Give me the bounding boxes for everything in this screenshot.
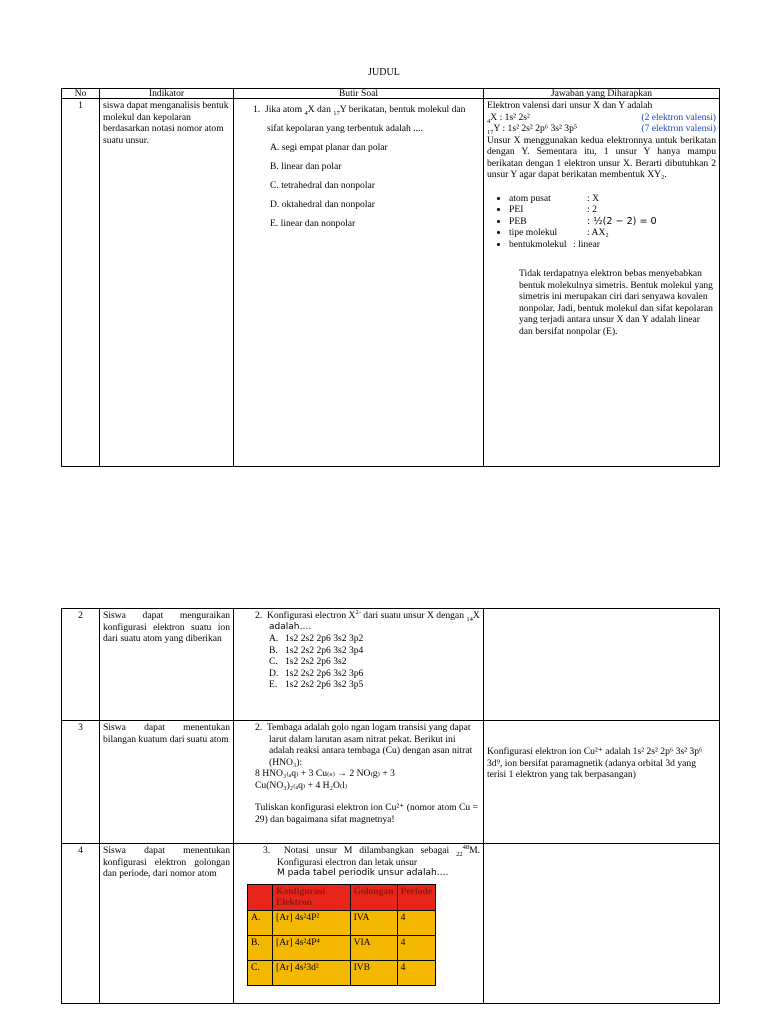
equation-line-2: Cu(NO₃)₂₍ₐq₎ + 4 H₂O₍l₎ bbox=[255, 779, 348, 791]
question-cell bbox=[234, 609, 484, 721]
mass-number: 48 bbox=[462, 843, 470, 851]
option-a bbox=[251, 633, 480, 645]
answer-conclusion: Tidak terdapatnya elektron bebas menyebabkan bentuk molekulnya simetris. Bentuk molekul yang simetris ini merupakan ciri dari senyawa kovalen nonpolar. Jadi, bentuk molekul dan sifat kepolaran yang terjadi antara unsur X dan Y adalah linear dan bersifat nonpolar (E). bbox=[519, 268, 713, 337]
question-table-page-2 bbox=[61, 608, 720, 1004]
option-text: 1s2 2s2 2p6 3s2 bbox=[285, 656, 347, 667]
question-tail: Tuliskan konfigurasi elektron ion Cu²⁺ (nomor atom Cu = 29) dan bagaimana sifat magnetnya! bbox=[255, 802, 478, 825]
header-golongan: Golongan bbox=[350, 884, 397, 910]
answer-options-table bbox=[247, 884, 436, 986]
header-butir-soal: Butir Soal bbox=[234, 89, 484, 99]
option-text: 1s2 2s2 2p6 3s2 3p4 bbox=[285, 644, 364, 656]
table-row bbox=[248, 935, 436, 960]
list-item bbox=[509, 239, 716, 251]
config-x: X : 1s² 2s² bbox=[490, 111, 530, 123]
config-y-prefix: 17 bbox=[487, 128, 494, 136]
question-text-a: Konfigurasi electron X bbox=[267, 610, 356, 621]
indikator-cell: siswa dapat menganalisis bentuk molekul dan kepolaran berdasarkan notasi nomor atom suatu unsur. bbox=[100, 99, 234, 467]
indikator-cell: Siswa dapat menguraikan konfigurasi elektron suatu ion dari suatu atom yang diberikan bbox=[100, 609, 234, 721]
option-b bbox=[251, 645, 480, 657]
list-item bbox=[509, 204, 716, 216]
config-y-line bbox=[487, 123, 716, 135]
row-number: 3 bbox=[62, 721, 100, 844]
question-number: 3. bbox=[263, 845, 271, 856]
option-letter: D. bbox=[269, 667, 279, 679]
header-no: No bbox=[62, 89, 100, 99]
option-text: 1s2 2s2 2p6 3s2 3p6 bbox=[285, 667, 364, 679]
config-y: Y : 1s² 2s² 2p⁶ 3s² 3p⁵ bbox=[493, 123, 578, 134]
header-indikator: Indikator bbox=[100, 89, 234, 99]
option-konfigurasi: [Ar] 4s²3d² bbox=[273, 960, 351, 985]
option-letter: C. bbox=[269, 656, 278, 667]
answer-text: Konfigurasi elektron ion Cu²⁺ adalah 1s² 2s² 2p⁶ 3s² 3p⁶ 3d⁹, ion bersifat paramagnetik (adanya orbital 3d yang terisi 1 elektron yang tak berpasangan) bbox=[487, 746, 703, 780]
option-letter: A. bbox=[248, 910, 273, 935]
answer-explanation: Unsur X menggunakan kedua elektronnya untuk berikatan dengan Y. Sementara itu, 1 unsur Y hanya mampu berikatan dengan 1 elektron unsur X. Berarti dibutuhkan 2 unsur Y agar dapat berikatan membentuk XY₂. bbox=[487, 134, 716, 180]
indikator-cell: Siswa dapat menentukan konfigurasi elektron golongan dan periode, dari nomor atom bbox=[100, 844, 234, 1004]
table-row-2 bbox=[62, 609, 720, 721]
option-c: C. tetrahedral dan nonpolar bbox=[270, 180, 375, 191]
table-row-1 bbox=[62, 99, 720, 467]
table-row-4 bbox=[62, 844, 720, 1004]
question-text: Tembaga adalah golo ngan logam transisi yang dapat larut dalam larutan asam nitrat pekat. Berikut ini adalah reaksi antara tembaga (Cu) dengan asan nitrat (HNO₃): bbox=[266, 722, 473, 768]
option-letter: A. bbox=[269, 633, 279, 644]
question-number: 2. bbox=[255, 610, 263, 621]
option-periode: 4 bbox=[397, 910, 435, 935]
option-periode: 4 bbox=[397, 960, 435, 985]
property-value: : AX₂ bbox=[587, 227, 609, 238]
question-cell bbox=[234, 844, 484, 1004]
property-label: tipe molekul bbox=[509, 227, 558, 238]
question-cell bbox=[234, 721, 484, 844]
property-label: PEI bbox=[509, 204, 524, 215]
option-konfigurasi: [Ar] 4s²4P² bbox=[273, 910, 351, 935]
atomic-number-x: 4 bbox=[304, 109, 308, 117]
option-golongan: IVA bbox=[350, 910, 397, 935]
row-number: 4 bbox=[62, 844, 100, 1004]
indikator-cell: Siswa dapat menentukan bilangan kuatum dari suatu atom bbox=[100, 721, 234, 844]
property-value: : X bbox=[587, 192, 599, 204]
option-golongan: VIA bbox=[350, 935, 397, 960]
table-row bbox=[248, 910, 436, 935]
option-periode: 4 bbox=[397, 935, 435, 960]
table-row bbox=[248, 960, 436, 985]
row-number: 1 bbox=[62, 99, 100, 467]
list-item bbox=[509, 227, 716, 239]
header-jawaban: Jawaban yang Diharapkan bbox=[484, 89, 720, 99]
option-golongan: IVB bbox=[350, 960, 397, 985]
property-label: bentukmolekul bbox=[509, 238, 567, 250]
question-text-d: adalah…. bbox=[269, 621, 312, 632]
config-x-line bbox=[487, 112, 716, 124]
config-x-prefix: 4 bbox=[487, 117, 491, 125]
list-item bbox=[509, 216, 716, 228]
option-text: 1s2 2s2 2p6 3s2 3p2 bbox=[285, 633, 364, 644]
question-cell bbox=[234, 99, 484, 467]
property-value: : ½(2 − 2) = 0 bbox=[587, 215, 657, 227]
atomic-number-y: 17 bbox=[333, 109, 340, 117]
answer-intro: Elektron valensi dari unsur X dan Y adalah bbox=[487, 100, 653, 111]
answer-cell bbox=[484, 99, 720, 467]
option-konfigurasi: [Ar] 4s²4P⁴ bbox=[273, 935, 351, 960]
question-text-a: Jika atom bbox=[265, 104, 305, 115]
option-d: D. oktahedral dan nonpolar bbox=[270, 199, 375, 210]
question-text-b: X dan bbox=[307, 104, 334, 115]
options-table-header bbox=[248, 884, 436, 910]
option-b: B. linear dan polar bbox=[270, 161, 342, 172]
question-table-page-1 bbox=[61, 88, 720, 467]
option-letter: C. bbox=[248, 960, 273, 985]
config-y-note: (7 elektron valensi) bbox=[641, 123, 716, 134]
question-number: 1. bbox=[253, 104, 261, 115]
table-row-3 bbox=[62, 721, 720, 844]
question-text-c: M pada tabel periodik unsur adalah…. bbox=[277, 868, 449, 878]
option-letter: E. bbox=[269, 679, 278, 690]
list-item bbox=[509, 193, 716, 205]
question-text-b: M. Konfigurasi electron dan letak unsur bbox=[277, 845, 480, 868]
option-d bbox=[251, 668, 480, 680]
config-x-note: (2 elektron valensi) bbox=[641, 111, 716, 123]
property-value: : linear bbox=[573, 238, 600, 250]
equation-line-1: 8 HNO₃₍ₐq₎ + 3 Cu₍ₛ₎ → 2 NO₍g₎ + 3 bbox=[255, 768, 395, 779]
property-label: PEB bbox=[509, 215, 527, 227]
ion-charge: 2- bbox=[355, 608, 361, 616]
option-a: A. segi empat planar dan polar bbox=[270, 142, 388, 153]
option-text: 1s2 2s2 2p6 3s2 3p5 bbox=[285, 679, 364, 690]
element-symbol: X bbox=[472, 610, 480, 621]
table-header-row bbox=[62, 89, 720, 99]
answer-cell bbox=[484, 721, 720, 844]
molecule-properties-list bbox=[487, 193, 716, 251]
question-number: 2. bbox=[255, 722, 263, 733]
option-e bbox=[251, 679, 480, 691]
question-text-a: Notasi unsur M dilambangkan sebagai bbox=[283, 845, 457, 856]
row-number: 2 bbox=[62, 609, 100, 721]
answer-cell bbox=[484, 609, 720, 721]
document-title: JUDUL bbox=[368, 67, 400, 78]
property-label: atom pusat bbox=[509, 192, 551, 204]
atomic-number: 22 bbox=[456, 850, 463, 858]
option-c bbox=[251, 656, 480, 668]
atomic-number: 14 bbox=[466, 615, 473, 623]
header-konfigurasi: Konfigurasi Elektron bbox=[273, 884, 351, 910]
property-value: : 2 bbox=[587, 204, 597, 215]
answer-cell bbox=[484, 844, 720, 1004]
option-letter: B. bbox=[248, 935, 273, 960]
header-blank bbox=[248, 884, 273, 910]
question-text-b: dari suatu unsur X dengan bbox=[360, 610, 467, 621]
option-letter: B. bbox=[269, 644, 278, 656]
header-periode: Periode bbox=[397, 884, 435, 910]
option-e: E. linear dan nonpolar bbox=[270, 218, 356, 229]
question-text-c: Y berikatan, bentuk molekul dan sifat kepolaran yang terbentuk adalah .... bbox=[267, 104, 466, 134]
